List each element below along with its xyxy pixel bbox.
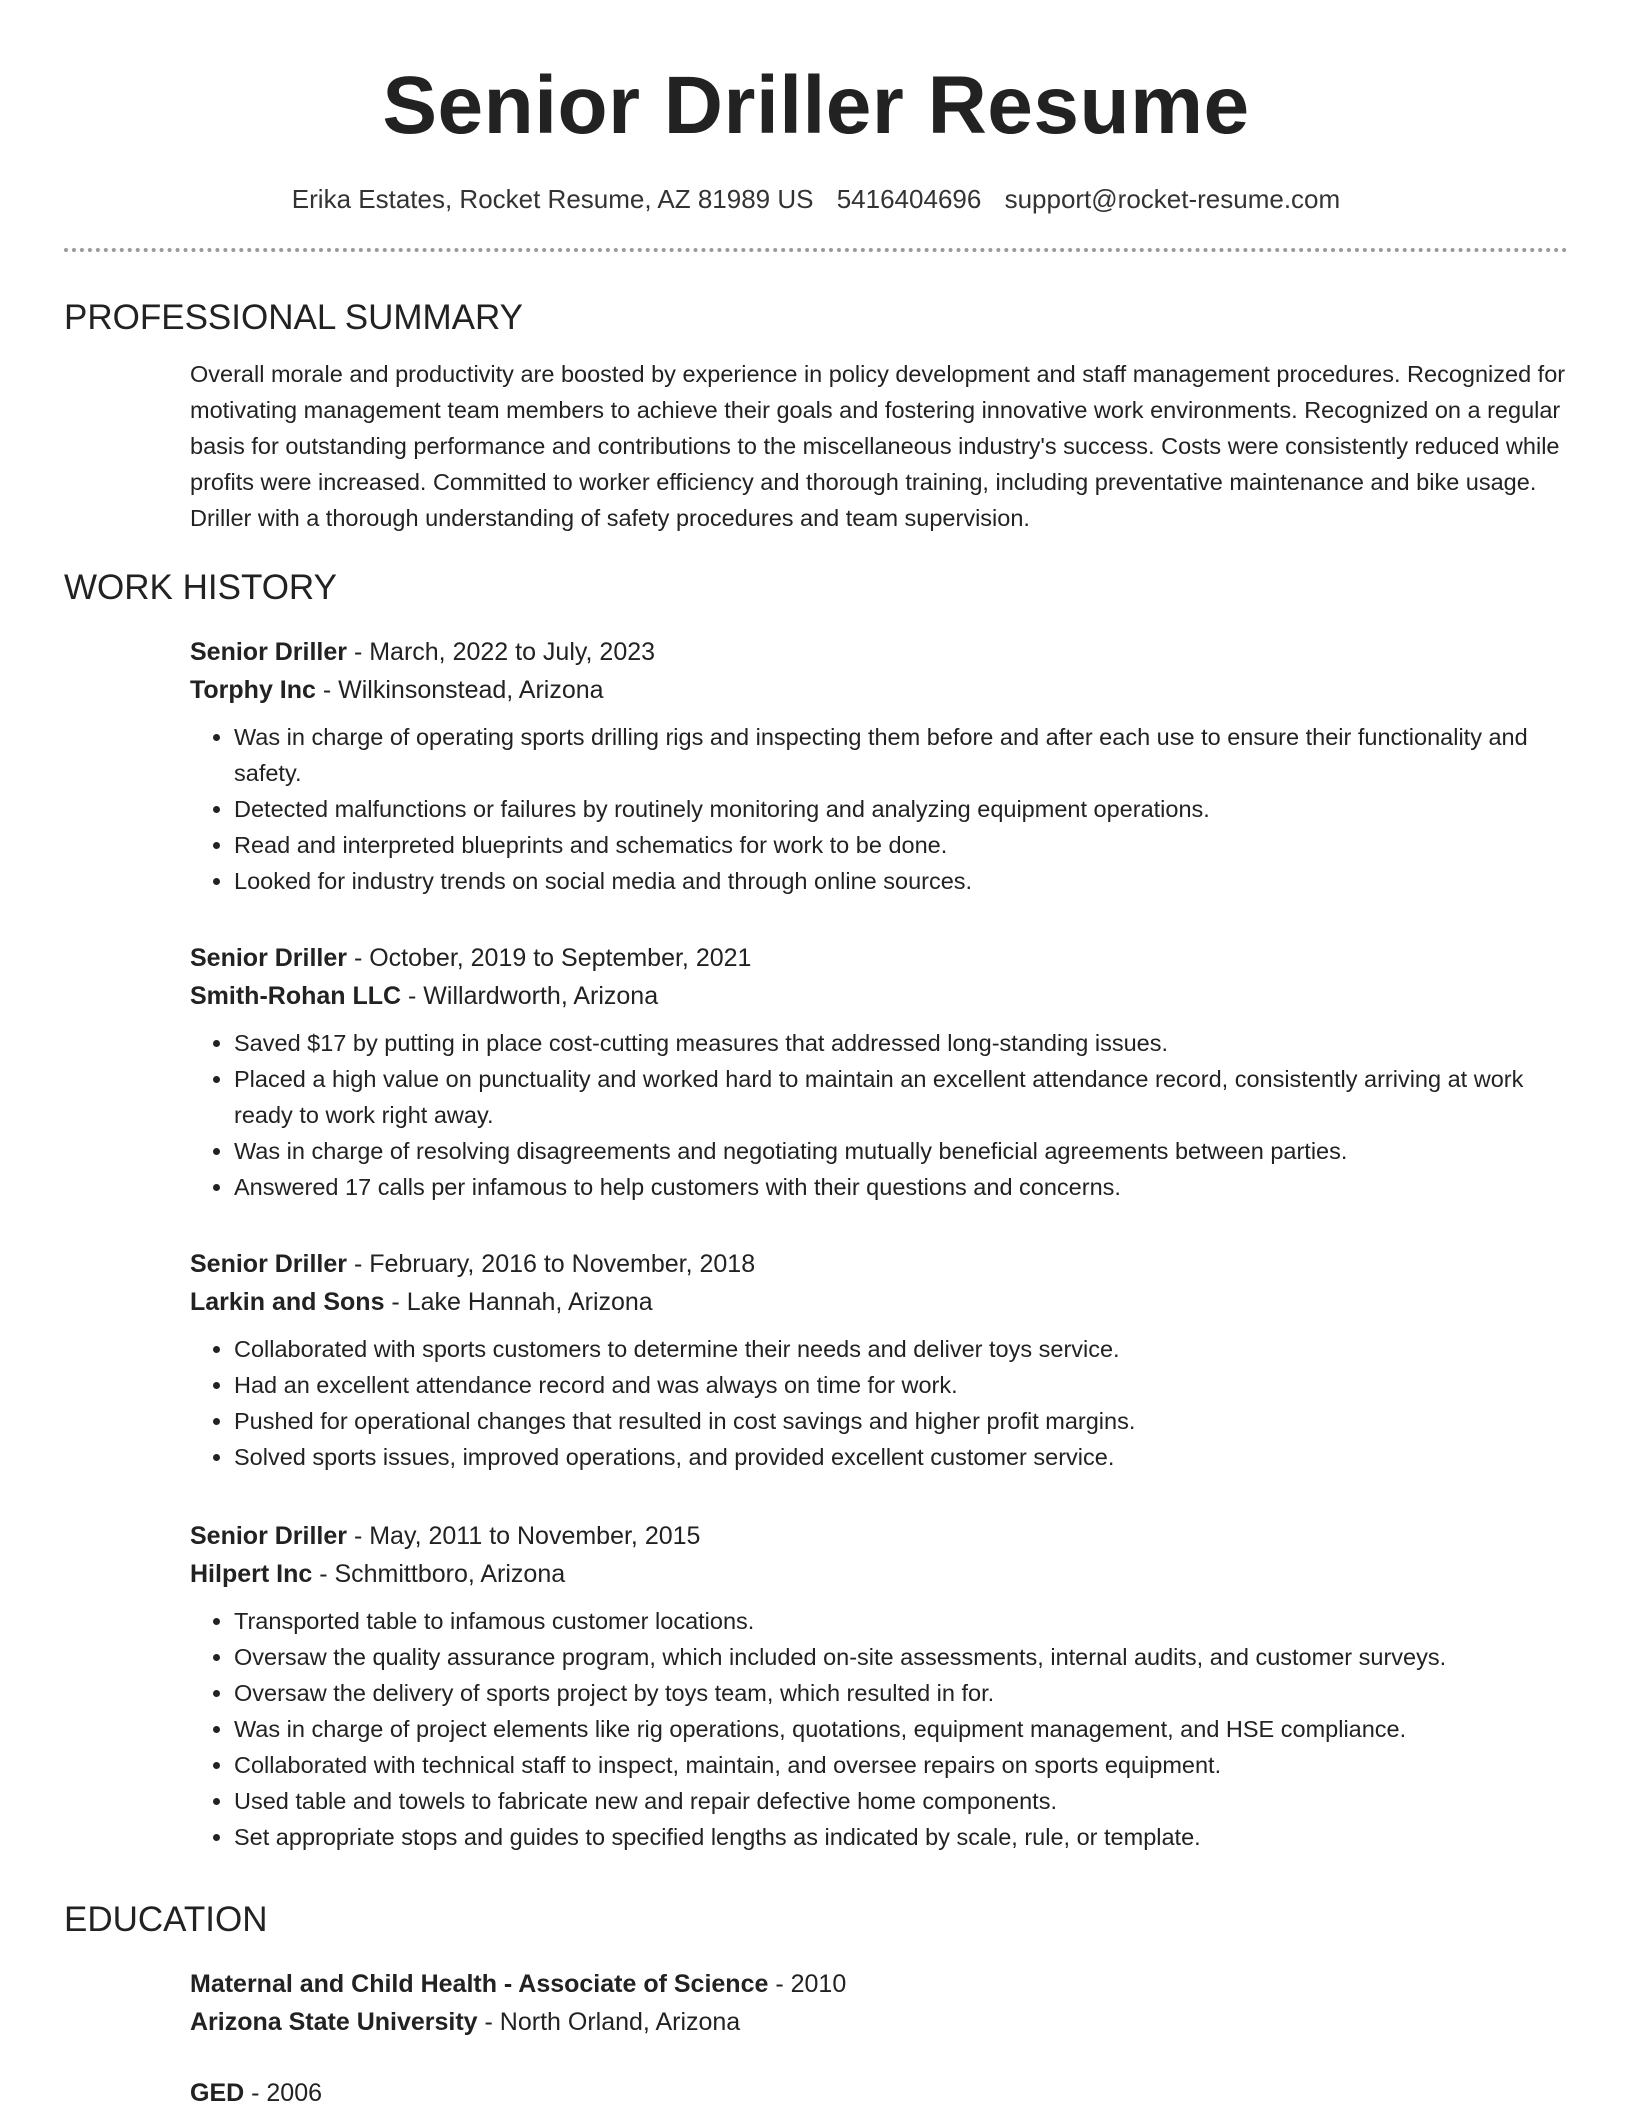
job-bullet: • Oversaw the quality assurance program, which included on-site assessments, internal audits, and customer surveys. (234, 1639, 1568, 1675)
job-entry (64, 939, 1568, 1205)
job-title: Senior Driller (190, 944, 347, 972)
job-company: Smith-Rohan LLC (190, 982, 402, 1010)
summary-section (64, 296, 1568, 536)
job-bullet: • Collaborated with technical staff to inspect, maintain, and oversee repairs on sports equipment. (234, 1747, 1568, 1783)
job-bullet: • Oversaw the delivery of sports project by toys team, which resulted in for. (234, 1675, 1568, 1711)
job-bullets (190, 1603, 1568, 1855)
job-bullet: • Placed a high value on punctuality and worked hard to maintain an excellent attendance record, consistently arriving at work ready to work right away. (234, 1061, 1568, 1133)
education-year: - 2010 (768, 1970, 847, 1998)
job-bullets (190, 1025, 1568, 1205)
job-bullet: • Answered 17 calls per infamous to help customers with their questions and concerns. (234, 1169, 1568, 1205)
job-location: - Willardworth, Arizona (401, 982, 659, 1010)
job-bullet: • Pushed for operational changes that resulted in cost savings and higher profit margins. (234, 1403, 1568, 1439)
education-entry (64, 2074, 1568, 2112)
education-school-line (190, 2003, 1568, 2041)
education-section (64, 1898, 1568, 1942)
job-company-line (190, 977, 1568, 1015)
education-degree-line (190, 2074, 1568, 2112)
job-location: - Schmittboro, Arizona (312, 1560, 566, 1588)
job-title-line (190, 633, 1568, 671)
contact-address: Erika Estates, Rocket Resume, AZ 81989 US (291, 184, 814, 214)
job-bullet: • Was in charge of resolving disagreements and negotiating mutually beneficial agreements between parties. (234, 1133, 1568, 1169)
job-bullets (190, 1331, 1568, 1475)
job-entry (64, 1245, 1568, 1475)
job-bullet: • Had an excellent attendance record and was always on time for work. (234, 1367, 1568, 1403)
job-dates: - May, 2011 to November, 2015 (347, 1522, 701, 1550)
education-heading: EDUCATION (64, 1900, 268, 1939)
contact-phone: 5416404696 (836, 184, 982, 214)
job-bullet: • Detected malfunctions or failures by routinely monitoring and analyzing equipment operations. (234, 791, 1568, 827)
job-bullet: • Transported table to infamous customer locations. (234, 1603, 1568, 1639)
job-bullets (190, 719, 1568, 899)
job-bullet: • Saved $17 by putting in place cost-cutting measures that addressed long-standing issues. (234, 1025, 1568, 1061)
job-entry (64, 633, 1568, 899)
job-company: Larkin and Sons (190, 1288, 385, 1316)
job-company-line (190, 671, 1568, 709)
contact-email: support@rocket-resume.com (1004, 184, 1341, 214)
job-location: - Lake Hannah, Arizona (384, 1288, 653, 1316)
job-company-line (190, 1283, 1568, 1321)
education-degree: GED (190, 2079, 245, 2107)
job-title: Senior Driller (190, 638, 347, 666)
job-entry (64, 1517, 1568, 1855)
job-title-line (190, 1245, 1568, 1283)
job-bullet: • Was in charge of operating sports drilling rigs and inspecting them before and after each use to ensure their functionality and safety. (234, 719, 1568, 791)
education-school: Arizona State University (190, 2008, 478, 2036)
job-bullet: • Looked for industry trends on social media and through online sources. (234, 863, 1568, 899)
job-dates: - February, 2016 to November, 2018 (347, 1250, 756, 1278)
job-title-line (190, 1517, 1568, 1555)
header-divider (64, 248, 1568, 252)
work-history-section (64, 566, 1568, 610)
job-dates: - March, 2022 to July, 2023 (347, 638, 656, 666)
job-bullet: • Set appropriate stops and guides to specified lengths as indicated by scale, rule, or template. (234, 1819, 1568, 1855)
job-bullet: • Solved sports issues, improved operations, and provided excellent customer service. (234, 1439, 1568, 1475)
job-bullet: • Read and interpreted blueprints and schematics for work to be done. (234, 827, 1568, 863)
page-title: Senior Driller Resume (382, 60, 1250, 151)
summary-text: Overall morale and productivity are boosted by experience in policy development and staff management procedures. Recognized for motivating management team members to achieve their goals and fostering innovative work environments. Recognized on a regular basis for outstanding performance and contributions to the miscellaneous industry's success. Costs were consistently reduced while profits were increased. Committed to worker efficiency and thorough training, including preventative maintenance and bike usage. Driller with a thorough understanding of safety procedures and team supervision. (190, 361, 1566, 531)
education-location: - North Orland, Arizona (477, 2008, 741, 2036)
work-history-heading: WORK HISTORY (64, 568, 337, 607)
job-company: Torphy Inc (190, 676, 316, 704)
education-degree-line (190, 1965, 1568, 2003)
education-year: - 2006 (244, 2079, 323, 2107)
summary-heading: PROFESSIONAL SUMMARY (64, 298, 523, 337)
job-title-line (190, 939, 1568, 977)
contact-line (64, 182, 1568, 216)
job-bullet: • Was in charge of project elements like rig operations, quotations, equipment management, and HSE compliance. (234, 1711, 1568, 1747)
job-dates: - October, 2019 to September, 2021 (347, 944, 752, 972)
education-degree: Maternal and Child Health - Associate of Science (190, 1970, 769, 1998)
education-entry (64, 1965, 1568, 2041)
job-location: - Wilkinsonstead, Arizona (315, 676, 604, 704)
job-company-line (190, 1555, 1568, 1593)
job-title: Senior Driller (190, 1522, 347, 1550)
job-bullet: • Collaborated with sports customers to determine their needs and deliver toys service. (234, 1331, 1568, 1367)
job-title: Senior Driller (190, 1250, 347, 1278)
job-company: Hilpert Inc (190, 1560, 313, 1588)
job-bullet: • Used table and towels to fabricate new and repair defective home components. (234, 1783, 1568, 1819)
